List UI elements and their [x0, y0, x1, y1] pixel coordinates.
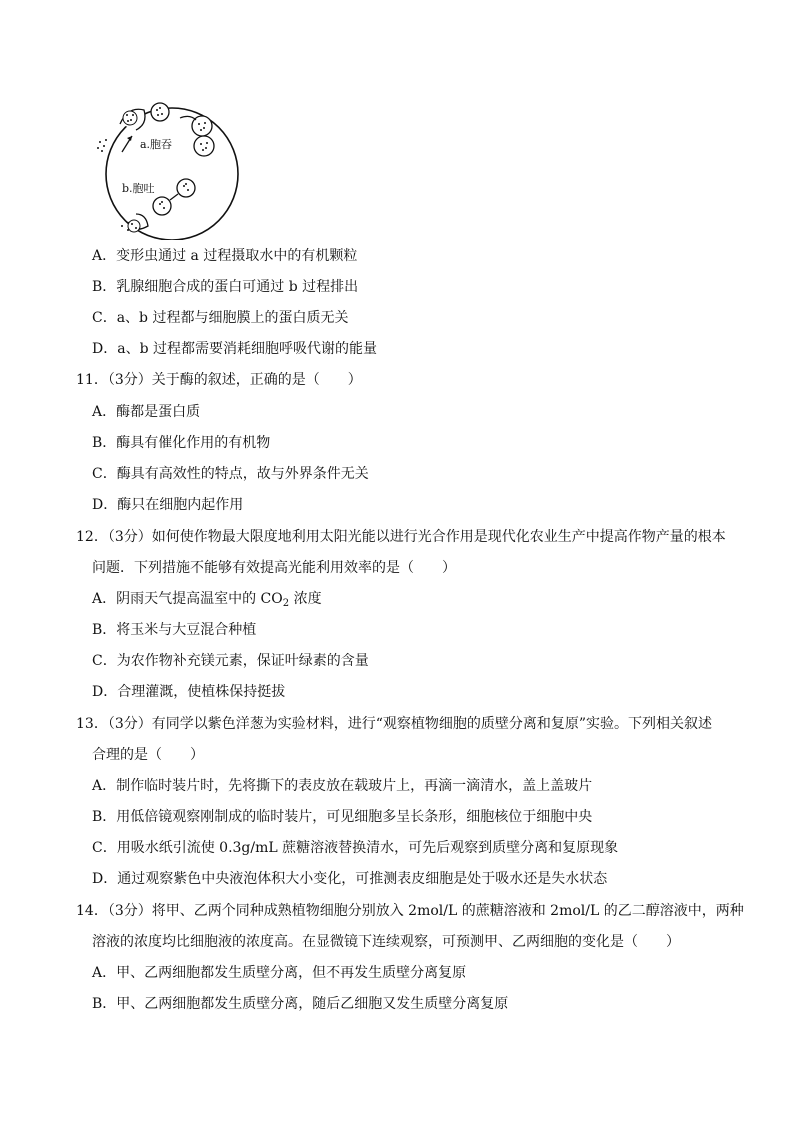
q12-option-a[interactable] — [92, 589, 322, 609]
q13-option-c[interactable]: C．用吸水纸引流使 0.3g/mL 蔗糖溶液替换清水，可先后观察到质壁分离和复原现象 — [92, 840, 619, 856]
q14-option-a[interactable]: A．甲、乙两细胞都发生质壁分离，但不再发生质壁分离复原 — [92, 965, 467, 981]
q11-option-b[interactable]: B．酶具有催化作用的有机物 — [92, 435, 271, 451]
q13-stem-line2: 合理的是（ ） — [92, 747, 204, 763]
q10-option-a[interactable]: A．变形虫通过 a 过程摄取水中的有机颗粒 — [92, 248, 358, 264]
q11-option-d[interactable]: D．酶只在细胞内起作用 — [92, 497, 244, 513]
q14-option-b[interactable]: B．甲、乙两细胞都发生质壁分离，随后乙细胞又发生质壁分离复原 — [92, 996, 509, 1012]
vesicle — [151, 103, 169, 121]
q13-option-b[interactable]: B．用低倍镜观察刚制成的临时装片，可见细胞多呈长条形，细胞核位于细胞中央 — [92, 809, 593, 825]
vesicle — [177, 179, 195, 197]
label-endocytosis: a.胞吞 — [140, 138, 173, 151]
q12-stem-line2: 问题．下列措施不能够有效提高光能利用效率的是（ ） — [92, 560, 456, 576]
q12-option-a-tail: 浓度 — [289, 591, 322, 607]
q11-stem: 11．（3分）关于酶的叙述，正确的是（ ） — [76, 372, 362, 388]
q10-option-d[interactable]: D．a、b 过程都需要消耗细胞呼吸代谢的能量 — [92, 341, 377, 357]
q12-option-d[interactable]: D．合理灌溉，使植株保持挺拔 — [92, 684, 286, 700]
q10-option-c[interactable]: C．a、b 过程都与细胞膜上的蛋白质无关 — [92, 310, 349, 326]
q14-stem-line1: 14．（3分）将甲、乙两个同种成熟植物细胞分别放入 2mol/L 的蔗糖溶液和 2mol/L 的乙二醇溶液中，两种 — [76, 903, 744, 919]
q12-stem-line1: 12．（3分）如何使作物最大限度地利用太阳光能以进行光合作用是现代化农业生产中提高作物产量的根本 — [76, 529, 726, 545]
q14-stem-line2: 溶液的浓度均比细胞液的浓度高。在显微镜下连续观察，可预测甲、乙两细胞的变化是（ ） — [92, 934, 680, 950]
particle-cluster — [128, 220, 140, 232]
q13-option-d[interactable]: D．通过观察紫色中央液泡体积大小变化，可推测表皮细胞是处于吸水还是失水状态 — [92, 871, 608, 887]
q12-option-c[interactable]: C．为农作物补充镁元素，保证叶绿素的含量 — [92, 653, 369, 669]
vesicle — [153, 197, 171, 215]
q10-option-b[interactable]: B．乳腺细胞合成的蛋白可通过 b 过程排出 — [92, 279, 359, 295]
q12-option-b[interactable]: B．将玉米与大豆混合种植 — [92, 622, 257, 638]
q13-option-a[interactable]: A．制作临时装片时，先将撕下的表皮放在载玻片上，再滴一滴清水，盖上盖玻片 — [92, 778, 593, 794]
q13-stem-line1: 13．（3分）有同学以紫色洋葱为实验材料，进行“观察植物细胞的质壁分离和复原”实验。下列相关叙述 — [76, 716, 713, 732]
co2-subscript: 2 — [282, 598, 290, 609]
arrow-exocytosis — [170, 194, 178, 200]
q12-option-a-text: A．阴雨天气提高温室中的 CO — [92, 591, 283, 607]
endo-exocytosis-diagram — [92, 96, 242, 240]
label-exocytosis: b.胞吐 — [122, 182, 155, 195]
q11-option-c[interactable]: C．酶具有高效性的特点，故与外界条件无关 — [92, 466, 369, 482]
cell-membrane — [106, 108, 238, 240]
vesicle — [194, 136, 214, 156]
particle-cluster — [123, 111, 137, 125]
q11-option-a[interactable]: A．酶都是蛋白质 — [92, 404, 201, 420]
